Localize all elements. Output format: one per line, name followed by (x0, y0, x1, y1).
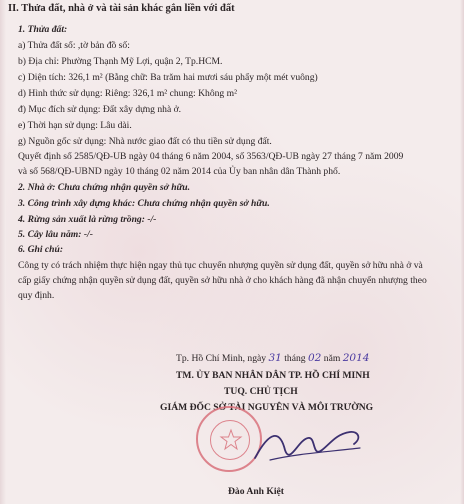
signature-date (176, 352, 369, 364)
date-month: 02 (308, 352, 322, 364)
signature-org: TM. ỦY BAN NHÂN DÂN TP. HỒ CHÍ MINH (176, 370, 370, 381)
land-duration: e) Thời hạn sử dụng: Lâu dài. (18, 120, 132, 131)
land-usage-form: d) Hình thức sử dụng: Riêng: 326,1 m² chung: Không m² (18, 88, 237, 99)
note-heading: 6. Ghi chú: (18, 244, 64, 255)
note-text: Công ty có trách nhiệm thực hiện ngay thủ tục chuyển nhượng quyền sử dụng đất, quyền sở hữu nhà ở và cấp giấy chứng nhận quyền sử dụng đất, quyền sở hữu nhà ở cho khách hàng đã nhận chuyển nhượng theo quy định. (18, 260, 427, 301)
date-prefix: Tp. Hồ Chí Minh, ngày (176, 353, 267, 364)
land-address: b) Địa chỉ: Phường Thạnh Mỹ Lợi, quận 2, Tp.HCM. (18, 56, 223, 67)
land-heading: 1. Thửa đất: (18, 24, 68, 35)
signature-role: TUQ. CHỦ TỊCH (224, 386, 298, 397)
signature-title: GIÁM ĐỐC SỞ TÀI NGUYÊN VÀ MÔI TRƯỜNG (160, 402, 374, 413)
forest-status: 4. Rừng sản xuất là rừng trồng: -/- (18, 214, 157, 225)
land-decision-line1: Quyết định số 2585/QĐ-UB ngày 04 tháng 6 năm 2004, số 3563/QĐ-UB ngày 27 tháng 7 năm 2009 (18, 151, 404, 162)
land-area: c) Diện tích: 326,1 m² (Bằng chữ: Ba trăm hai mươi sáu phẩy một mét vuông) (18, 72, 318, 83)
date-day: 31 (268, 352, 282, 364)
date-month-label: tháng (284, 353, 306, 364)
section-title: II. Thửa đất, nhà ở và tài sản khác gắn liền với đất (8, 3, 235, 14)
construction-status: 3. Công trình xây dựng khác: Chưa chứng nhận quyền sở hữu. (18, 198, 270, 209)
date-year-label: năm (323, 353, 341, 364)
land-decision-line2: và số 568/QĐ-UBND ngày 10 tháng 02 năm 2014 của Ủy ban nhân dân Thành phố. (18, 166, 341, 177)
left-border-decoration (0, 0, 6, 504)
signer-name: Đào Anh Kiệt (228, 486, 284, 497)
land-parcel-number: a) Thửa đất số: ,tờ bản đồ số: (18, 40, 130, 51)
trees-status: 5. Cây lâu năm: -/- (18, 229, 93, 240)
right-border-decoration (460, 0, 464, 504)
land-purpose: đ) Mục đích sử dụng: Đất xây dựng nhà ở. (18, 104, 182, 115)
handwritten-signature (250, 420, 370, 470)
date-year: 2014 (342, 352, 370, 364)
land-origin: g) Nguồn gốc sử dụng: Nhà nước giao đất có thu tiền sử dụng đất. (18, 136, 272, 147)
house-status: 2. Nhà ở: Chưa chứng nhận quyền sở hữu. (18, 182, 191, 193)
